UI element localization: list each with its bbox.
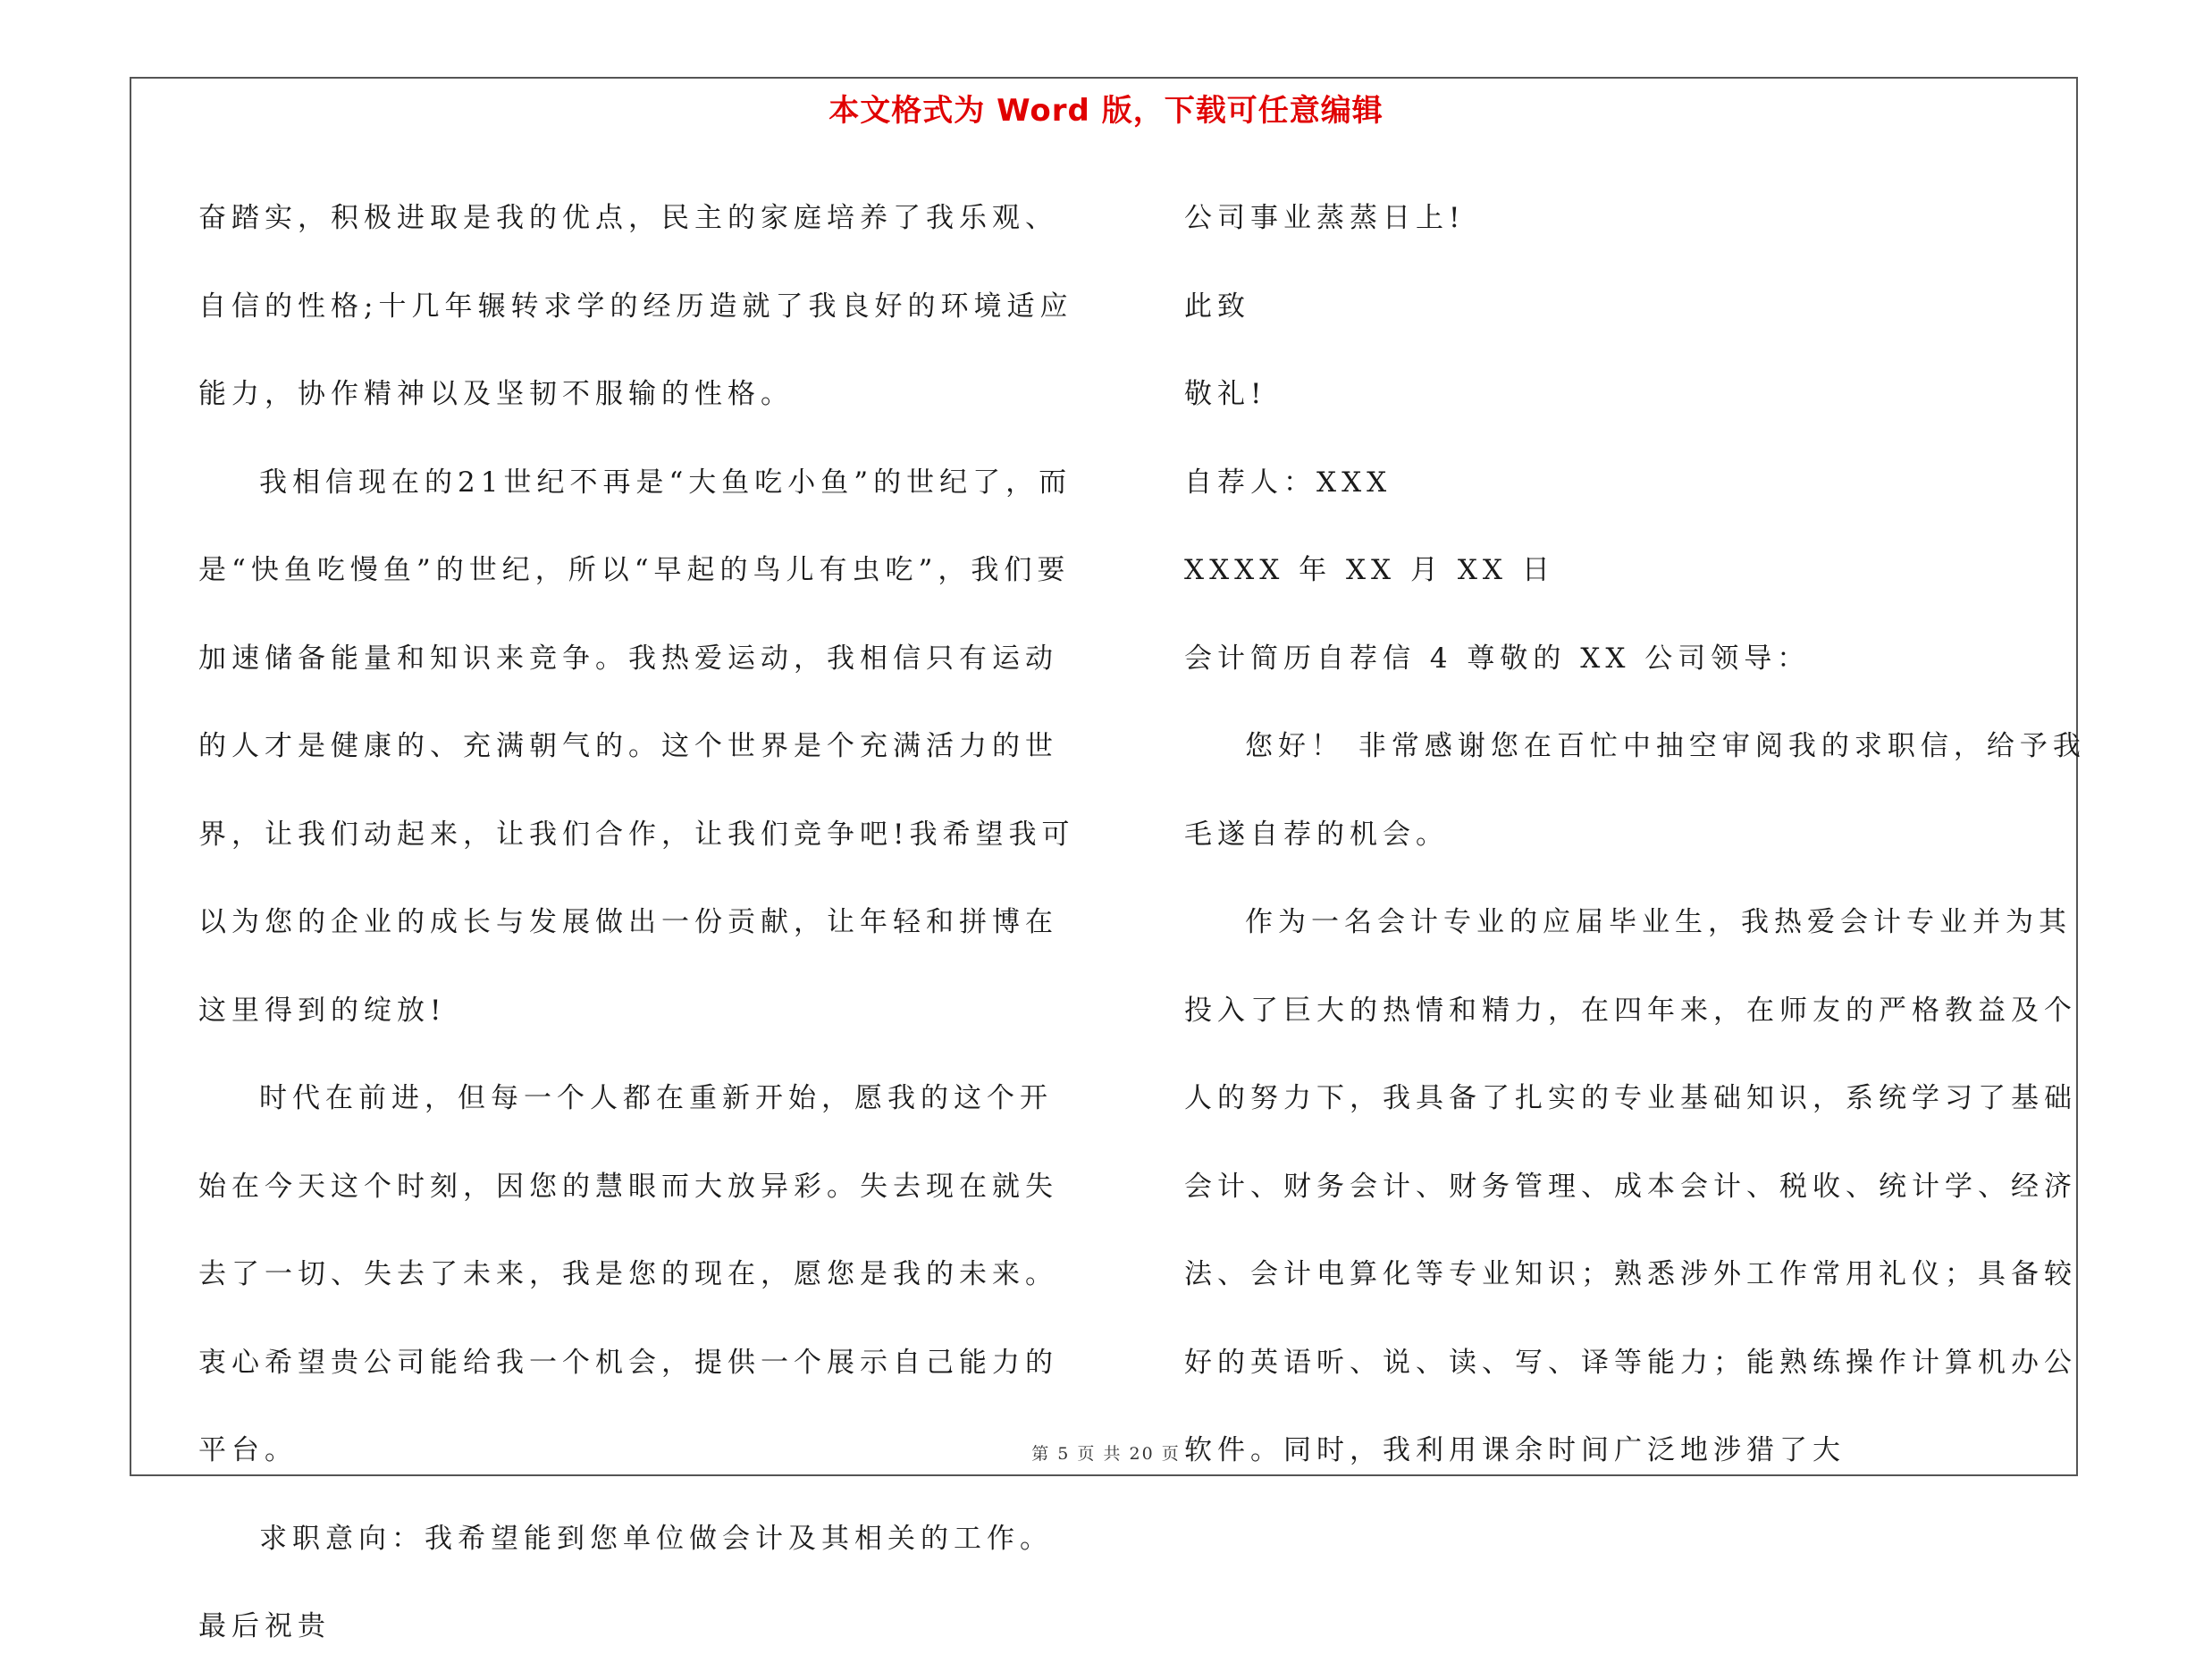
date-line: XXXX 年 XX 月 XX 日 xyxy=(1184,554,1555,586)
paragraph-closing-wish: 公司事业蒸蒸日上! xyxy=(1184,202,1466,234)
paragraph-continuation: 奋踏实，积极进取是我的优点，民主的家庭培养了我乐观、自信的性格;十几年辗转求学的经历造就了我良好的环境适应能力，协作精神以及坚韧不服输的性格。 xyxy=(198,202,1073,410)
format-notice-banner: 本文格式为 Word 版，下载可任意编辑 xyxy=(828,93,1384,129)
paragraph-competition: 我相信现在的21世纪不再是“大鱼吃小鱼”的世纪了，而是“快鱼吃慢鱼”的世纪，所以“早起的鸟儿有虫吃”，我们要加速储备能量和知识来竞争。我热爱运动，我相信只有运动的人才是健康的、充满朝气的。这个世界是个充满活力的世界，让我们动起来，让我们合作，让我们竞争吧!我希望我可以为您的企业的成长与发展做出一份贡献，让年轻和拼博在这里得到的绽放! xyxy=(198,466,1075,1027)
paragraph-new-beginning: 时代在前进，但每一个人都在重新开始，愿我的这个开始在今天这个时刻，因您的慧眼而大放异彩。失去现在就失去了一切、失去了未来，我是您的现在，愿您是我的未来。衷心希望贵公司能给我一个机会，提供一个展示自己能力的平台。 xyxy=(198,1082,1058,1466)
salutation-cizhi: 此致 xyxy=(1184,290,1250,323)
letter-4-heading: 会计简历自荐信 4 尊敬的 XX 公司领导： xyxy=(1184,642,1811,675)
paragraph-greeting: 您好！ 非常感谢您在百忙中抽空审阅我的求职信，给予我毛遂自荐的机会。 xyxy=(1184,730,2086,851)
page-number-footer: 第 5 页 共 20 页 xyxy=(1031,1444,1181,1464)
paragraph-job-intention: 求职意向：我希望能到您单位做会计及其相关的工作。最后祝贵 xyxy=(198,1522,1053,1642)
signature-line: 自荐人：XXX xyxy=(1184,466,1392,499)
right-text-column xyxy=(1184,174,2087,1495)
paragraph-qualifications: 作为一名会计专业的应届毕业生，我热爱会计专业并为其投入了巨大的热情和精力，在四年来，在师友的严格教益及个人的努力下，我具备了扎实的专业基础知识，系统学习了基础会计、财务会计、财务管理、成本会计、税收、统计学、经济法、会计电算化等专业知识；熟悉涉外工作常用礼仪；具备较好的英语听、说、读、写、译等能力；能熟练操作计算机办公软件。同时，我利用课余时间广泛地涉猎了大 xyxy=(1184,906,2077,1466)
salutation-jingli: 敬礼! xyxy=(1184,378,1267,410)
